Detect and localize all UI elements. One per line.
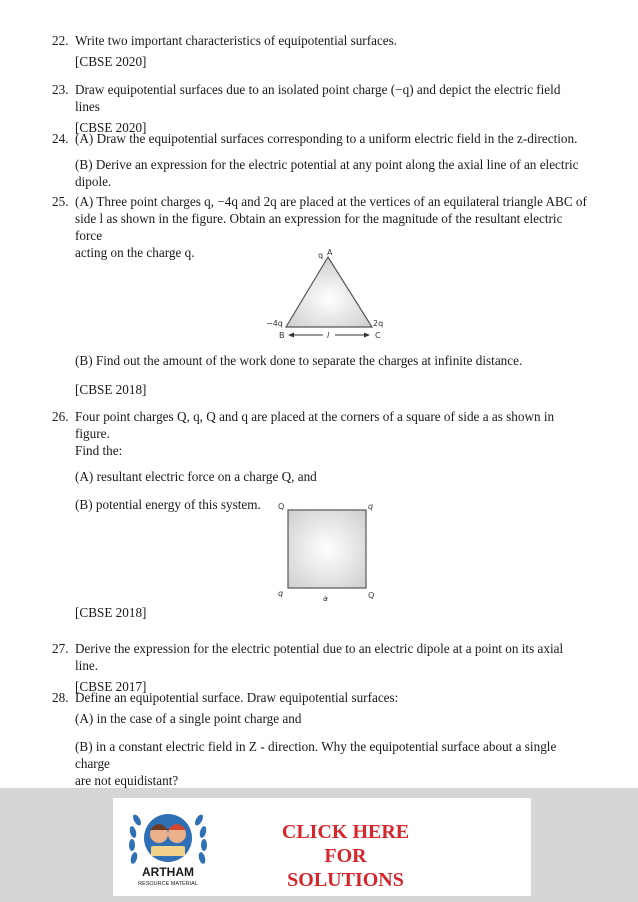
question-25-part-b (52, 352, 588, 398)
question-number: 27. (52, 641, 69, 656)
footer-banner (0, 788, 638, 902)
question-number: 28. (52, 690, 69, 705)
part-a-text: (A) resultant electric force on a charge Q, and (75, 469, 317, 484)
footer-card (113, 798, 531, 896)
cta-line-2: SOLUTIONS (287, 869, 404, 891)
question-text: (A) Three point charges q, −4q and 2q are placed at the vertices of an equilateral triangle ABC of (75, 194, 587, 209)
part-b-text: (B) in a constant electric field in Z - direction. Why the equipotential surface about a single charge (75, 739, 557, 771)
question-number: 22. (52, 33, 69, 48)
vertex-c-label: C (375, 331, 381, 340)
vertex-b-label: B (279, 331, 285, 340)
side-length-label: a (323, 594, 328, 603)
charge-bottom-right: Q (368, 591, 375, 600)
triangle-figure (260, 247, 400, 343)
question-text: side l as shown in the figure. Obtain an expression for the magnitude of the resultant electric force (75, 211, 563, 243)
part-b-text: (B) Find out the amount of the work done to separate the charges at infinite distance. (75, 353, 523, 368)
charge-a-label: q (318, 251, 324, 260)
question-text: acting on the charge q. (75, 245, 195, 260)
question-text: Find the: (75, 443, 123, 458)
square (288, 510, 366, 588)
question-26-tag (52, 604, 588, 621)
exam-tag: [CBSE 2018] (75, 605, 147, 620)
question-text: Define an equipotential surface. Draw equipotential surfaces: (75, 690, 399, 705)
logo-text: ARTHAM (142, 865, 194, 879)
question-23 (52, 81, 588, 136)
solutions-link[interactable] (263, 820, 428, 892)
question-number: 26. (52, 409, 69, 424)
question-text: Write two important characteristics of equipotential surfaces. (75, 33, 398, 48)
question-number: 25. (52, 194, 69, 209)
question-22 (52, 32, 588, 70)
exam-tag: [CBSE 2017] (75, 679, 147, 694)
square-figure (270, 498, 382, 604)
question-text: Four point charges Q, q, Q and q are placed at the corners of a square of side a as shown in figure. (75, 409, 555, 441)
part-b-text: (B) potential energy of this system. (75, 497, 261, 512)
artham-logo (123, 800, 213, 894)
question-24 (52, 130, 588, 190)
charge-c-label: 2q (373, 319, 384, 328)
part-b-text: (B) Derive an expression for the electric potential at any point along the axial line of an electric (75, 157, 579, 172)
part-b-text-cont: dipole. (75, 174, 112, 189)
arrowhead-left (288, 333, 294, 338)
part-a-text: (A) in the case of a single point charge and (75, 711, 302, 726)
logo-subtext: RESOURCE MATERIAL (138, 881, 198, 887)
side-length-label: l (327, 331, 330, 340)
triangle-abc (286, 257, 372, 327)
charge-top-left: Q (278, 502, 285, 511)
arrowhead-right (364, 333, 370, 338)
exam-tag: [CBSE 2020] (75, 120, 147, 135)
exam-tag: [CBSE 2020] (75, 54, 147, 69)
charge-b-label: −4q (266, 319, 283, 328)
question-number: 24. (52, 131, 69, 146)
exam-tag: [CBSE 2018] (75, 382, 147, 397)
question-27 (52, 640, 588, 695)
question-text: Draw equipotential surfaces due to an isolated point charge (−q) and depict the electric field lines (75, 82, 561, 114)
part-a-text: (A) Draw the equipotential surfaces corresponding to a uniform electric field in the z-direction. (75, 131, 578, 146)
charge-top-right: q (368, 502, 374, 511)
question-text: Derive the expression for the electric potential due to an electric dipole at a point on its axial line. (75, 641, 564, 673)
question-number: 23. (52, 82, 69, 97)
charge-bottom-left: q (278, 589, 284, 598)
cta-line-1: CLICK HERE FOR (281, 821, 410, 867)
vertex-a-label: A (327, 248, 333, 257)
part-b-text-cont: are not equidistant? (75, 773, 179, 788)
